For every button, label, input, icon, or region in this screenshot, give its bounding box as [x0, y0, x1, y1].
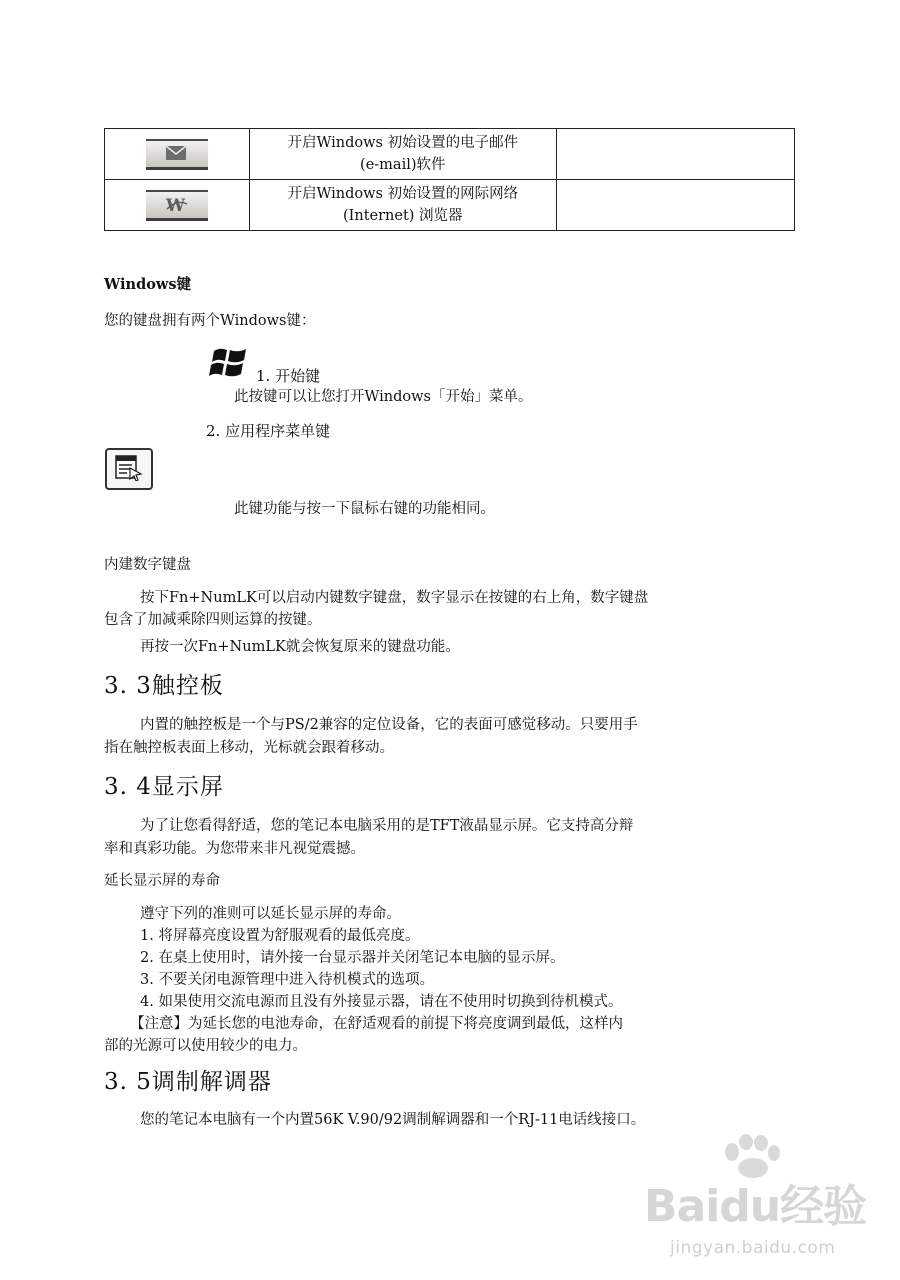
list-item: 3. 不要关闭电源管理中进入待机模式的选项。	[140, 972, 434, 988]
numpad-paragraph-line1: 按下Fn+NumLK可以启动内键数字键盘，数字显示在按键的右上角，数字键盘	[140, 590, 649, 606]
start-key-description: 此按键可以让您打开Windows「开始」菜单。	[234, 389, 533, 405]
table-row-line2: (e-mail)软件	[360, 157, 446, 173]
start-key-label: 1. 开始键	[256, 367, 321, 385]
numpad-paragraph2: 再按一次Fn+NumLK就会恢复原来的键盘功能。	[140, 639, 460, 655]
display-note-line2: 部的光源可以使用较少的电力。	[104, 1038, 307, 1054]
internet-key-icon	[146, 190, 208, 221]
numpad-heading: 内建数字键盘	[104, 557, 191, 573]
windows-keys-heading: Windows键	[104, 276, 192, 293]
numpad-paragraph-line2: 包含了加减乘除四则运算的按键。	[104, 612, 322, 628]
touchpad-line1: 内置的触控板是一个与PS/2兼容的定位设备，它的表面可感觉移动。只要用手	[140, 717, 638, 733]
touchpad-heading: 3. 3触控板	[104, 673, 224, 699]
watermark-url: jingyan.baidu.com	[670, 1238, 836, 1258]
app-key-description: 此键功能与按一下鼠标右键的功能相同。	[234, 501, 495, 517]
app-key-label: 2. 应用程序菜单键	[206, 422, 331, 440]
table-row-line2: (Internet) 浏览器	[342, 208, 463, 224]
key-function-table	[104, 128, 795, 231]
key-description-cell	[249, 180, 556, 231]
modem-line1: 您的笔记本电脑有一个内置56K V.90/92调制解调器和一个RJ-11电话线接口。	[140, 1112, 646, 1128]
display-sub-heading: 延长显示屏的寿命	[104, 873, 220, 889]
mail-key-icon	[146, 139, 208, 170]
windows-keys-intro: 您的键盘拥有两个Windows键：	[104, 313, 316, 329]
table-empty-cell	[556, 180, 794, 231]
modem-heading: 3. 5调制解调器	[104, 1069, 272, 1095]
list-item: 2. 在桌上使用时，请外接一台显示器并关闭笔记本电脑的显示屏。	[140, 950, 565, 966]
display-line2: 率和真彩功能。为您带来非凡视觉震撼。	[104, 841, 365, 857]
list-item: 1. 将屏幕亮度设置为舒服观看的最低亮度。	[140, 928, 420, 944]
svg-text:W: W	[165, 195, 185, 215]
key-image-cell	[105, 180, 250, 231]
touchpad-line2: 指在触控板表面上移动，光标就会跟着移动。	[104, 740, 394, 756]
watermark-logo-text: Baidu经验	[644, 1181, 867, 1232]
table-empty-cell	[556, 129, 794, 180]
display-heading: 3. 4显示屏	[104, 774, 224, 800]
display-note-line1: 【注意】为延长您的电池寿命，在舒适观看的前提下将亮度调到最低，这样内	[130, 1016, 623, 1032]
key-description-cell	[249, 129, 556, 180]
table-row-line1: 开启Windows 初始设置的网际网络	[287, 186, 519, 202]
display-intro: 遵守下列的准则可以延长显示屏的寿命。	[140, 906, 401, 922]
windows-logo-icon	[208, 347, 252, 381]
key-image-cell	[105, 129, 250, 180]
table-row	[105, 180, 795, 231]
list-item: 4. 如果使用交流电源而且没有外接显示器，请在不使用时切换到待机模式。	[140, 994, 623, 1010]
application-menu-key-icon	[105, 448, 153, 490]
table-row	[105, 129, 795, 180]
display-line1: 为了让您看得舒适，您的笔记本电脑采用的是TFT液晶显示屏。它支持高分辩	[140, 818, 634, 834]
table-row-line1: 开启Windows 初始设置的电子邮件	[287, 135, 519, 151]
